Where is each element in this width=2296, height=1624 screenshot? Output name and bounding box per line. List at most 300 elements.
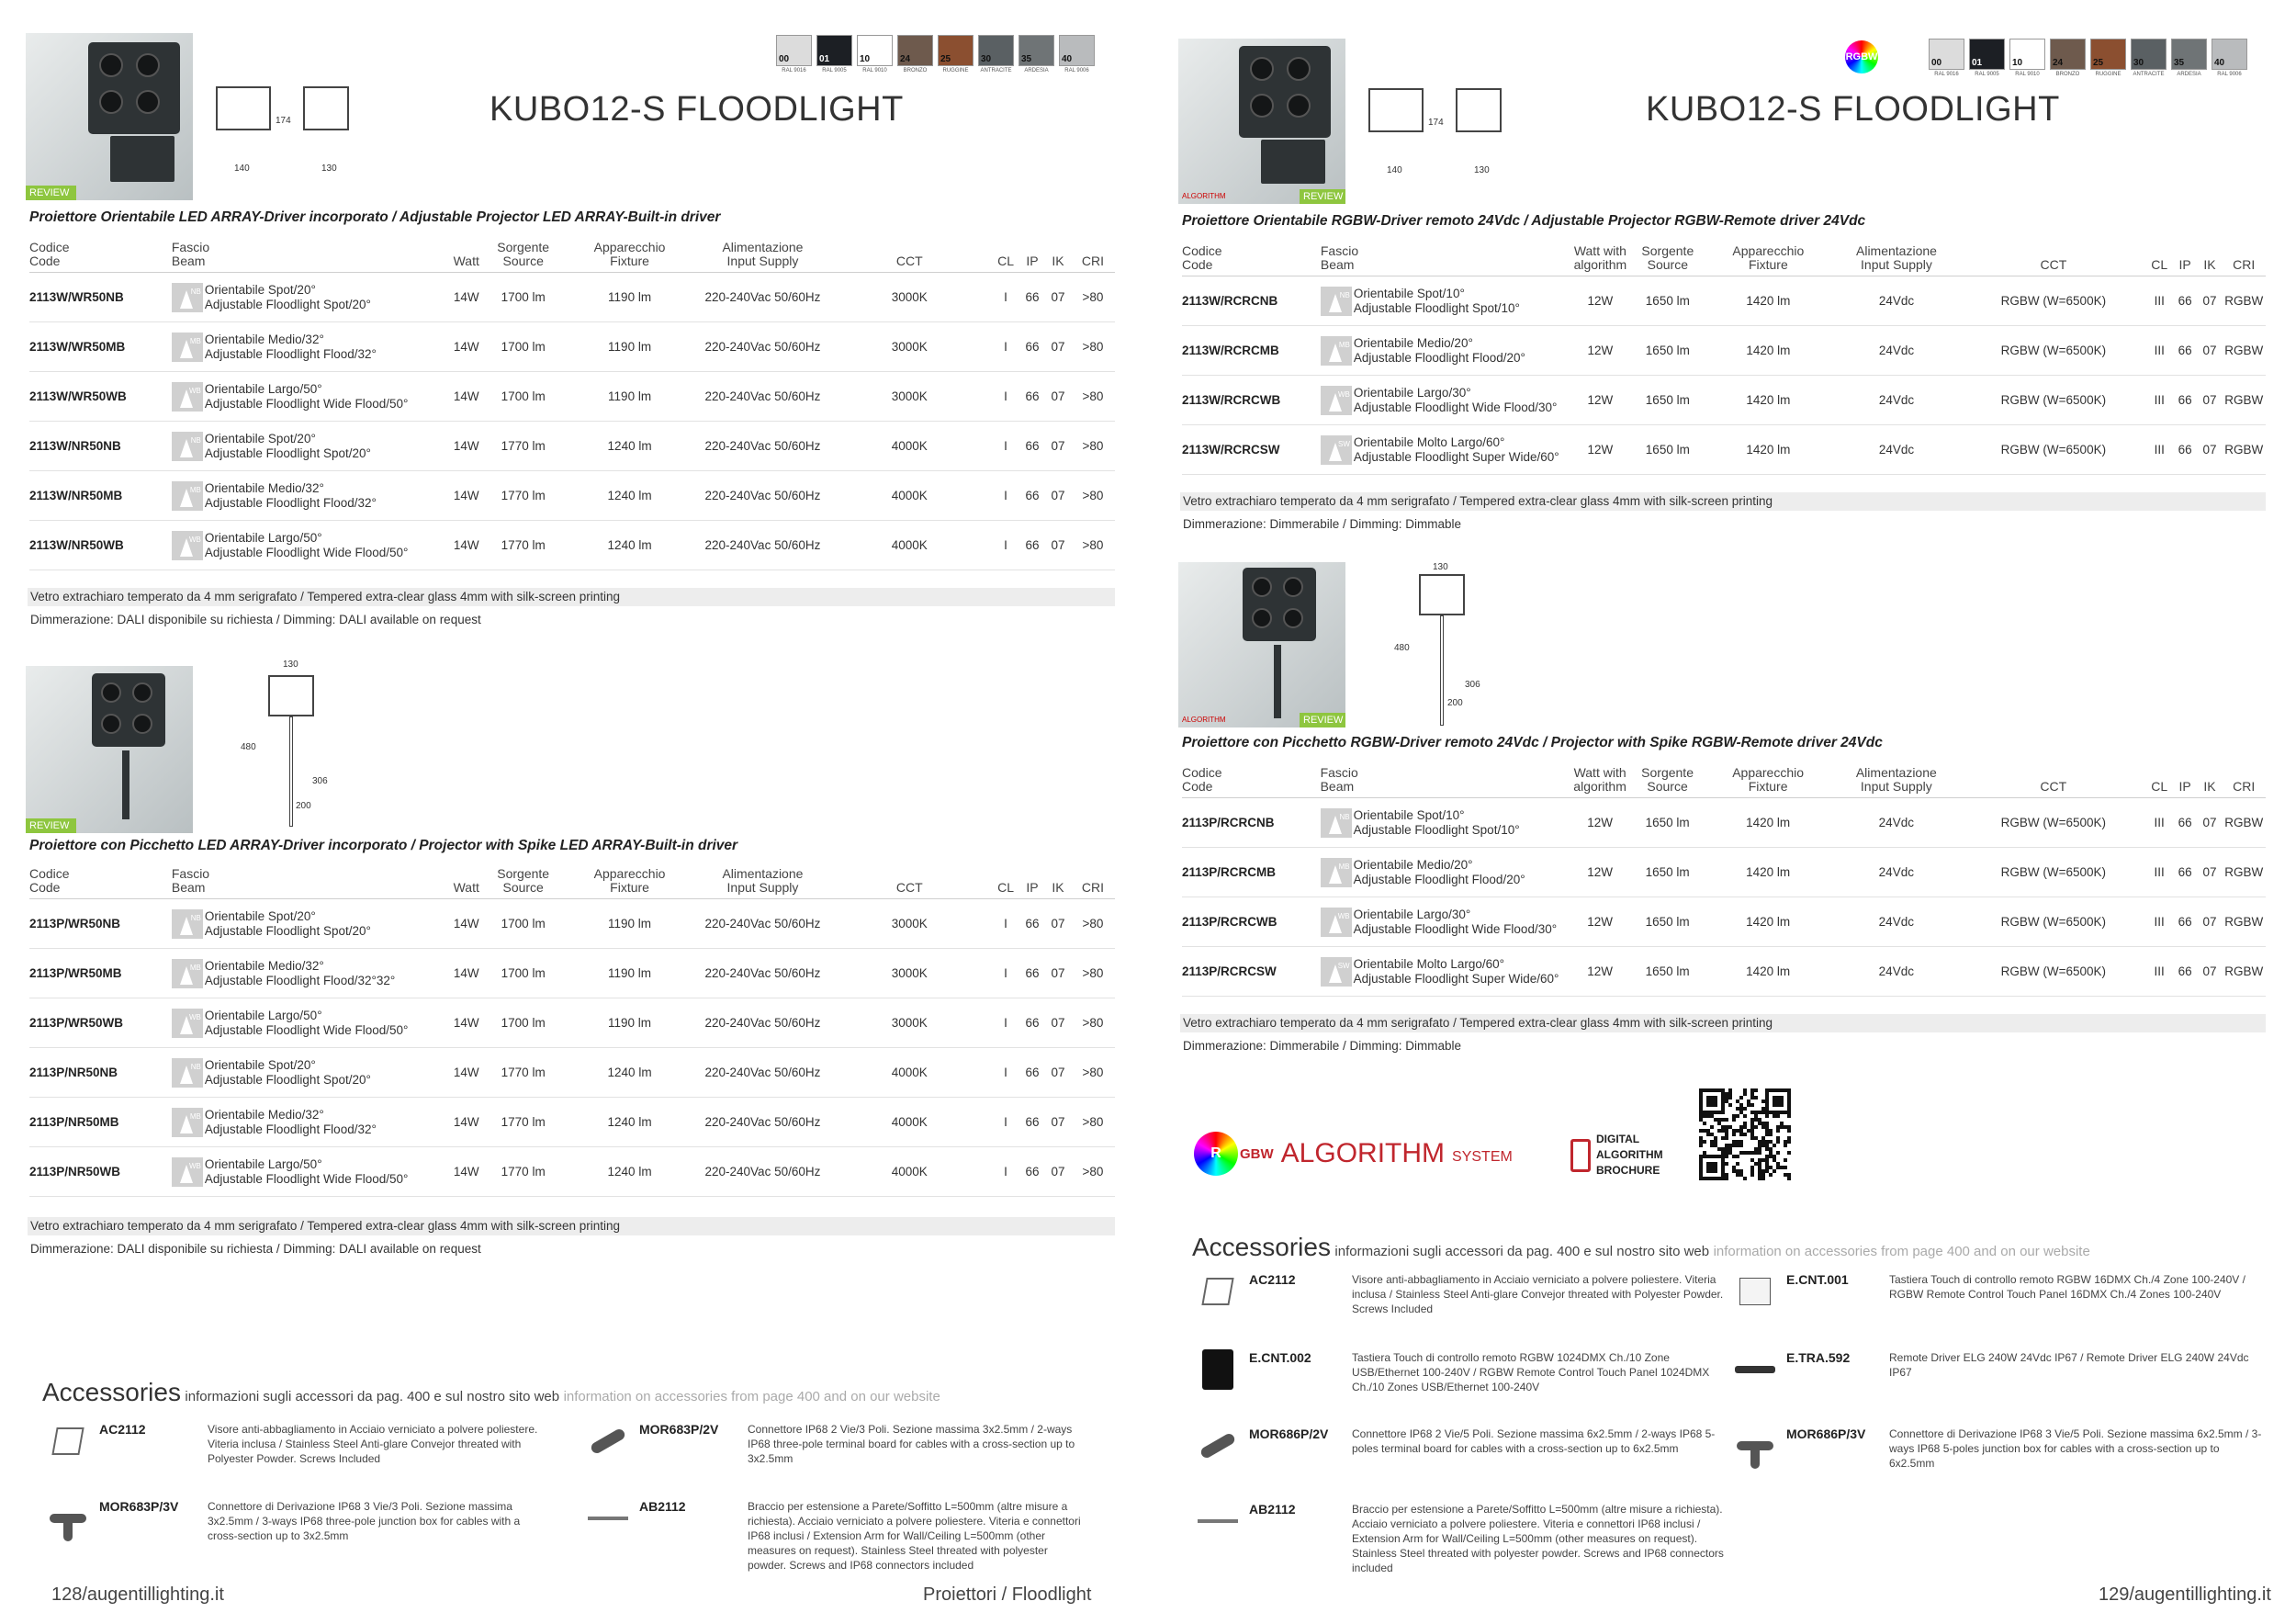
beam-cell: NB Orientabile Spot/20° Adjustable Floodlight Spot/20°	[172, 273, 447, 322]
inp-value: 220-240Vac 50/60Hz	[698, 899, 827, 949]
cct-value: 3000K	[827, 998, 992, 1048]
accessory-code: MOR683P/2V	[639, 1422, 719, 1437]
cl-value: I	[992, 521, 1019, 570]
col-cl: CL	[992, 867, 1019, 899]
dimming-note: Dimmerazione: DALI disponibile su richiesta / Dimming: DALI available on request	[30, 613, 481, 626]
cct-value: 4000K	[827, 1098, 992, 1147]
fix-value: 1420 lm	[1705, 947, 1832, 997]
floodlight-head-icon	[88, 42, 180, 134]
product-code: 2113W/NR50MB	[29, 471, 172, 521]
glass-note: Vetro extrachiaro temperato da 4 mm serigrafato / Tempered extra-clear glass 4mm with silk-screen printing	[1180, 492, 2266, 511]
watt-value: 12W	[1570, 376, 1631, 425]
cri-value: >80	[1071, 899, 1115, 949]
ip-value: 66	[1019, 422, 1045, 471]
src-value: 1700 lm	[486, 273, 561, 322]
ik-value: 07	[2198, 947, 2223, 997]
inp-value: 220-240Vac 50/60Hz	[698, 273, 827, 322]
watt-value: 14W	[447, 273, 486, 322]
table-row	[29, 1098, 1115, 1147]
beam-cell: NB Orientabile Spot/20° Adjustable Floodlight Spot/20°	[172, 422, 447, 471]
beam-icon: NB	[1321, 808, 1352, 838]
inp-value: 24Vdc	[1832, 276, 1961, 326]
cl-value: III	[2146, 798, 2173, 848]
driver-icon	[1731, 1350, 1779, 1389]
beam-icon: SW	[1321, 957, 1352, 987]
inp-value: 220-240Vac 50/60Hz	[698, 1147, 827, 1197]
accessory-description: Visore anti-abbagliamento in Acciaio verniciato a polvere poliestere. Viteria inclusa / Stainless Steel Anti-glare Convejor threated with Polyester Powder. Screws Included	[1352, 1273, 1724, 1315]
cl-value: III	[2146, 848, 2173, 897]
cl-value: I	[992, 471, 1019, 521]
ik-value: 07	[1045, 471, 1071, 521]
spike-head-drawing-icon	[1419, 574, 1465, 615]
src-value: 1770 lm	[486, 422, 561, 471]
section-title-rgbw-adjustable: Proiettore Orientabile RGBW-Driver remoto 24Vdc / Adjustable Projector RGBW-Remote driver 24Vdc	[1182, 213, 1866, 229]
table-row	[29, 899, 1115, 949]
cl-value: I	[992, 949, 1019, 998]
accessory-item	[1731, 1427, 2266, 1500]
inp-value: 24Vdc	[1832, 947, 1961, 997]
swatch-24: 24 BRONZO	[897, 35, 933, 79]
src-value: 1650 lm	[1631, 276, 1705, 326]
src-value: 1650 lm	[1631, 897, 1705, 947]
swatch-color: 00	[776, 35, 812, 66]
swatch-40: 40 RAL 9006	[2212, 39, 2247, 83]
accessory-description: Braccio per estensione a Parete/Soffitto L=500mm (altre misure a richiesta). Acciaio verniciato a polvere poliestere. Viteria e connettori IP68 inclusi / Extension Arm for Wall/Ceiling L=500mm (other measures on request). Stainless Steel threated with polyester powder. Screws and IP68 connectors included	[1352, 1503, 1724, 1574]
beam-cell: WB Orientabile Largo/50° Adjustable Floodlight Wide Flood/50°	[172, 521, 447, 570]
beam-icon: WB	[172, 382, 203, 412]
cct-value: 3000K	[827, 949, 992, 998]
cl-value: I	[992, 1098, 1019, 1147]
dimension-spike: 200	[296, 801, 311, 811]
beam-icon: MB	[172, 481, 203, 511]
beam-icon: NB	[1321, 287, 1352, 316]
accessory-code: AC2112	[1249, 1272, 1296, 1287]
col-beam: Fascio Beam	[1321, 766, 1570, 798]
cct-value: RGBW (W=6500K)	[1961, 376, 2146, 425]
col-watt: Watt with algorithm	[1570, 244, 1631, 276]
swatch-35: 35 ARDESIA	[1019, 35, 1054, 79]
ik-value: 07	[2198, 798, 2223, 848]
col-cri: CRI	[2222, 244, 2266, 276]
beam-cell: MB Orientabile Medio/32° Adjustable Floodlight Flood/32°	[172, 322, 447, 372]
product-photo-rgbw-adjustable	[1178, 39, 1345, 204]
rgbw-circle-icon: R	[1194, 1132, 1238, 1176]
table-header	[1182, 244, 2266, 276]
inp-value: 220-240Vac 50/60Hz	[698, 998, 827, 1048]
beam-cell: NB Orientabile Spot/20° Adjustable Floodlight Spot/20°	[172, 899, 447, 949]
dimension-total: 306	[1465, 680, 1480, 690]
section-title-adjustable: Proiettore Orientabile LED ARRAY-Driver incorporato / Adjustable Projector LED ARRAY-Built-in driver	[29, 209, 721, 225]
cl-value: I	[992, 998, 1019, 1048]
product-photo-adjustable	[26, 33, 193, 200]
accessory-description: Tastiera Touch di controllo remoto RGBW 1024DMX Ch./10 Zone USB/Ethernet 100-240V / RGBW Remote Control Touch Panel 1024DMX Ch./10 Zones USB/Ethernet 100-240V	[1352, 1351, 1710, 1393]
inp-value: 220-240Vac 50/60Hz	[698, 949, 827, 998]
cl-value: I	[992, 899, 1019, 949]
junction-icon	[44, 1499, 92, 1538]
accessory-item	[1194, 1502, 1728, 1575]
fix-value: 1190 lm	[561, 949, 699, 998]
src-value: 1650 lm	[1631, 326, 1705, 376]
section-title-rgbw-spike: Proiettore con Picchetto RGBW-Driver remoto 24Vdc / Projector with Spike RGBW-Remote driver 24Vdc	[1182, 735, 1883, 750]
beam-icon: WB	[172, 1157, 203, 1187]
ip-value: 66	[2173, 897, 2198, 947]
product-code: 2113W/RCRCNB	[1182, 276, 1321, 326]
beam-icon: NB	[172, 1058, 203, 1088]
table-row	[1182, 425, 2266, 475]
col-ik: IK	[2198, 766, 2223, 798]
beam-cell: MB Orientabile Medio/20° Adjustable Floodlight Flood/20°	[1321, 848, 1570, 897]
product-code: 2113W/NR50WB	[29, 521, 172, 570]
product-code: 2113P/RCRCWB	[1182, 897, 1321, 947]
cct-value: 4000K	[827, 422, 992, 471]
col-src: Sorgente Source	[1631, 766, 1705, 798]
table-row	[1182, 276, 2266, 326]
ik-value: 07	[2198, 897, 2223, 947]
product-photo-rgbw-spike	[1178, 562, 1345, 727]
col-cct: CCT	[827, 867, 992, 899]
table-row	[1182, 798, 2266, 848]
cri-value: >80	[1071, 949, 1115, 998]
cl-value: I	[992, 372, 1019, 422]
cl-value: I	[992, 1147, 1019, 1197]
cri-value: RGBW	[2222, 276, 2266, 326]
cri-value: >80	[1071, 372, 1115, 422]
product-code: 2113P/NR50NB	[29, 1048, 172, 1098]
col-inp: Alimentazione Input Supply	[698, 241, 827, 273]
algorithm-system-logo: R GBW ALGORITHM SYSTEM	[1194, 1132, 1513, 1176]
product-code: 2113W/WR50MB	[29, 322, 172, 372]
cl-value: III	[2146, 326, 2173, 376]
cri-value: >80	[1071, 471, 1115, 521]
accessory-code: E.CNT.001	[1786, 1272, 1849, 1287]
product-code: 2113P/WR50NB	[29, 899, 172, 949]
beam-icon: NB	[172, 283, 203, 312]
table-header	[29, 241, 1115, 273]
table-row	[29, 273, 1115, 322]
swatch-color: 40	[2212, 39, 2247, 70]
col-code: Codice Code	[29, 241, 172, 273]
ip-value: 66	[1019, 372, 1045, 422]
fix-value: 1420 lm	[1705, 425, 1832, 475]
table-row	[1182, 897, 2266, 947]
algorithm-badge: ALGORITHM	[1182, 192, 1226, 200]
fix-value: 1190 lm	[561, 998, 699, 1048]
finish-swatches	[776, 35, 1095, 79]
cct-value: 4000K	[827, 471, 992, 521]
ik-value: 07	[1045, 273, 1071, 322]
col-beam: Fascio Beam	[1321, 244, 1570, 276]
watt-value: 14W	[447, 1147, 486, 1197]
dimension-height: 480	[1394, 643, 1410, 653]
product-code: 2113P/WR50WB	[29, 998, 172, 1048]
swatch-color: 01	[1969, 39, 2005, 70]
cri-value: >80	[1071, 1147, 1115, 1197]
accessory-item	[584, 1422, 1087, 1495]
inp-value: 24Vdc	[1832, 798, 1961, 848]
cri-value: RGBW	[2222, 897, 2266, 947]
cl-value: I	[992, 322, 1019, 372]
cri-value: RGBW	[2222, 798, 2266, 848]
accessory-item	[1194, 1350, 1728, 1424]
table-row	[29, 949, 1115, 998]
fix-value: 1190 lm	[561, 322, 699, 372]
ip-value: 66	[1019, 471, 1045, 521]
cl-value: III	[2146, 376, 2173, 425]
watt-value: 14W	[447, 949, 486, 998]
accessory-code: MOR686P/3V	[1786, 1427, 1866, 1441]
arm-icon	[584, 1499, 632, 1538]
inp-value: 220-240Vac 50/60Hz	[698, 322, 827, 372]
digital-brochure-label: DIGITAL ALGORITHM BROCHURE	[1596, 1133, 1663, 1177]
section-title-spike: Proiettore con Picchetto LED ARRAY-Driver incorporato / Projector with Spike LED ARRAY-Built-in driver	[29, 838, 738, 853]
src-value: 1650 lm	[1631, 798, 1705, 848]
col-watt: Watt	[447, 241, 486, 273]
col-ip: IP	[2173, 766, 2198, 798]
cct-value: 4000K	[827, 521, 992, 570]
col-fix: Apparecchio Fixture	[1705, 766, 1832, 798]
col-fix: Apparecchio Fixture	[1705, 244, 1832, 276]
dimension-spike: 200	[1447, 698, 1463, 708]
touch-panel-icon	[1194, 1350, 1242, 1389]
cct-value: 3000K	[827, 273, 992, 322]
beam-icon: NB	[172, 432, 203, 461]
spike-icon	[122, 750, 129, 819]
accessory-code: E.CNT.002	[1249, 1350, 1311, 1365]
swatch-color: 24	[2050, 39, 2086, 70]
cct-value: RGBW (W=6500K)	[1961, 798, 2146, 848]
cri-value: RGBW	[2222, 947, 2266, 997]
side-drawing-icon	[303, 86, 349, 130]
col-src: Sorgente Source	[486, 241, 561, 273]
col-ik: IK	[2198, 244, 2223, 276]
fix-value: 1240 lm	[561, 1147, 699, 1197]
beam-cell: WB Orientabile Largo/30° Adjustable Floodlight Wide Flood/30°	[1321, 897, 1570, 947]
ip-value: 66	[2173, 376, 2198, 425]
col-inp: Alimentazione Input Supply	[1832, 244, 1961, 276]
qr-code-icon[interactable]	[1699, 1088, 1791, 1180]
cct-value: 3000K	[827, 899, 992, 949]
glass-note: Vetro extrachiaro temperato da 4 mm serigrafato / Tempered extra-clear glass 4mm with silk-screen printing	[28, 1217, 1115, 1235]
dimming-note: Dimmerazione: Dimmerabile / Dimming: Dimmable	[1183, 517, 1462, 531]
ik-value: 07	[1045, 899, 1071, 949]
accessory-description: Braccio per estensione a Parete/Soffitto L=500mm (altre misure a richiesta). Acciaio verniciato a polvere poliestere. Viteria e connettori IP68 inclusi / Extension Arm for Wall/Ceiling L=500mm (other measures on request). Stainless Steel threated with polyester powder. Screws and IP68 connectors included	[748, 1500, 1081, 1572]
ik-value: 07	[1045, 1147, 1071, 1197]
ik-value: 07	[2198, 376, 2223, 425]
ik-value: 07	[2198, 326, 2223, 376]
review-badge: REVIEW	[1300, 713, 1345, 727]
col-inp: Alimentazione Input Supply	[698, 867, 827, 899]
accessory-code: AC2112	[99, 1422, 146, 1437]
ik-value: 07	[1045, 949, 1071, 998]
table-row	[29, 471, 1115, 521]
visor-icon	[44, 1422, 92, 1460]
watt-value: 12W	[1570, 897, 1631, 947]
bracket-icon	[1261, 140, 1325, 184]
fix-value: 1420 lm	[1705, 326, 1832, 376]
fix-value: 1190 lm	[561, 273, 699, 322]
swatch-01: 01 RAL 9005	[816, 35, 852, 79]
watt-value: 14W	[447, 322, 486, 372]
swatch-color: 35	[1019, 35, 1054, 66]
section-name: Proiettori / Floodlight	[923, 1585, 1092, 1605]
dimension-width: 140	[234, 164, 250, 174]
table-row	[29, 422, 1115, 471]
swatch-30: 30 ANTRACITE	[978, 35, 1014, 79]
cri-value: >80	[1071, 998, 1115, 1048]
beam-cell: SW Orientabile Molto Largo/60° Adjustable Floodlight Super Wide/60°	[1321, 947, 1570, 997]
cri-value: >80	[1071, 1098, 1115, 1147]
fix-value: 1240 lm	[561, 1098, 699, 1147]
swatch-00: 00 RAL 9016	[1929, 39, 1964, 83]
beam-cell: NB Orientabile Spot/10° Adjustable Floodlight Spot/10°	[1321, 276, 1570, 326]
cct-value: RGBW (W=6500K)	[1961, 947, 2146, 997]
dimming-note: Dimmerazione: DALI disponibile su richiesta / Dimming: DALI available on request	[30, 1242, 481, 1256]
dimension-height: 480	[241, 742, 256, 752]
col-code: Codice Code	[1182, 766, 1321, 798]
front-drawing-icon	[1368, 88, 1424, 132]
accessory-description: Tastiera Touch di controllo remoto RGBW 16DMX Ch./4 Zone 100-240V / RGBW Remote Control Touch Panel 16DMX Ch./4 Zones 100-240V	[1889, 1273, 2245, 1301]
cct-value: 3000K	[827, 322, 992, 372]
src-value: 1770 lm	[486, 1147, 561, 1197]
watt-value: 12W	[1570, 947, 1631, 997]
connector-icon	[1194, 1427, 1242, 1465]
visor-icon	[1194, 1272, 1242, 1311]
swatch-25: 25 RUGGINE	[2090, 39, 2126, 83]
accessory-code: AB2112	[1249, 1502, 1296, 1517]
fix-value: 1420 lm	[1705, 798, 1832, 848]
cri-value: RGBW	[2222, 376, 2266, 425]
product-code: 2113P/RCRCNB	[1182, 798, 1321, 848]
product-code: 2113W/WR50WB	[29, 372, 172, 422]
col-fix: Apparecchio Fixture	[561, 241, 699, 273]
swatch-10: 10 RAL 9010	[857, 35, 893, 79]
dimming-note: Dimmerazione: Dimmerabile / Dimming: Dimmable	[1183, 1039, 1462, 1053]
product-photo-spike	[26, 666, 193, 833]
dimension-total: 306	[312, 776, 328, 786]
ip-value: 66	[2173, 848, 2198, 897]
swatch-30: 30 ANTRACITE	[2131, 39, 2167, 83]
accessory-description: Remote Driver ELG 240W 24Vdc IP67 / Remote Driver ELG 240W 24Vdc IP67	[1889, 1351, 2249, 1379]
swatch-color: 40	[1059, 35, 1095, 66]
beam-cell: WB Orientabile Largo/30° Adjustable Floodlight Wide Flood/30°	[1321, 376, 1570, 425]
page-number: 129/augentillighting.it	[2099, 1585, 2271, 1605]
front-drawing-icon	[216, 86, 271, 130]
ip-value: 66	[2173, 798, 2198, 848]
review-badge: REVIEW	[26, 186, 76, 200]
spike-icon	[1274, 645, 1281, 718]
watt-value: 12W	[1570, 326, 1631, 376]
fix-value: 1190 lm	[561, 899, 699, 949]
table-row	[1182, 326, 2266, 376]
ik-value: 07	[1045, 521, 1071, 570]
src-value: 1650 lm	[1631, 425, 1705, 475]
watt-value: 12W	[1570, 425, 1631, 475]
src-value: 1650 lm	[1631, 848, 1705, 897]
product-code: 2113P/WR50MB	[29, 949, 172, 998]
watt-value: 12W	[1570, 276, 1631, 326]
ip-value: 66	[2173, 425, 2198, 475]
col-watt: Watt	[447, 867, 486, 899]
col-beam: Fascio Beam	[172, 867, 447, 899]
product-table-adjustable	[29, 241, 1115, 570]
col-ip: IP	[1019, 241, 1045, 273]
junction-icon	[1731, 1427, 1779, 1465]
beam-cell: WB Orientabile Largo/50° Adjustable Floodlight Wide Flood/50°	[172, 998, 447, 1048]
cl-value: III	[2146, 276, 2173, 326]
ip-value: 66	[1019, 273, 1045, 322]
col-cct: CCT	[1961, 244, 2146, 276]
inp-value: 220-240Vac 50/60Hz	[698, 422, 827, 471]
inp-value: 220-240Vac 50/60Hz	[698, 1098, 827, 1147]
swatch-40: 40 RAL 9006	[1059, 35, 1095, 79]
beam-cell: MB Orientabile Medio/32° Adjustable Floodlight Flood/32°	[172, 471, 447, 521]
side-drawing-icon	[1456, 88, 1502, 132]
accessory-item	[584, 1499, 1087, 1573]
rgbw-logo-icon: RGBW	[1841, 37, 1882, 77]
cl-value: III	[2146, 947, 2173, 997]
fix-value: 1190 lm	[561, 372, 699, 422]
product-code: 2113W/RCRCMB	[1182, 326, 1321, 376]
src-value: 1650 lm	[1631, 947, 1705, 997]
cl-value: III	[2146, 897, 2173, 947]
ip-value: 66	[2173, 947, 2198, 997]
accessory-description: Connettore IP68 2 Vie/3 Poli. Sezione massima 3x2.5mm / 2-ways IP68 three-pole terminal board for cables with a cross-section up to 3x2.5mm	[748, 1423, 1075, 1465]
table-row	[29, 1147, 1115, 1197]
beam-icon: MB	[172, 333, 203, 362]
swatch-35: 35 ARDESIA	[2171, 39, 2207, 83]
table-row	[29, 998, 1115, 1048]
src-value: 1700 lm	[486, 998, 561, 1048]
swatch-color: 30	[978, 35, 1014, 66]
accessory-item	[1194, 1272, 1728, 1346]
cct-value: 3000K	[827, 372, 992, 422]
beam-icon: MB	[1321, 858, 1352, 887]
inp-value: 24Vdc	[1832, 326, 1961, 376]
cct-value: RGBW (W=6500K)	[1961, 848, 2146, 897]
ip-value: 66	[1019, 322, 1045, 372]
accessory-item	[1731, 1350, 2266, 1424]
cct-value: RGBW (W=6500K)	[1961, 425, 2146, 475]
table-row	[29, 372, 1115, 422]
swatch-10: 10 RAL 9010	[2009, 39, 2045, 83]
fix-value: 1420 lm	[1705, 276, 1832, 326]
col-ik: IK	[1045, 241, 1071, 273]
col-cct: CCT	[1961, 766, 2146, 798]
product-code: 2113W/NR50NB	[29, 422, 172, 471]
connector-icon	[584, 1422, 632, 1460]
col-inp: Alimentazione Input Supply	[1832, 766, 1961, 798]
ik-value: 07	[1045, 1048, 1071, 1098]
accessory-description: Connettore di Derivazione IP68 3 Vie/3 Poli. Sezione massima 3x2.5mm / 3-ways IP68 three-pole junction box for cables with a cross-section up to 3x2.5mm	[208, 1500, 521, 1542]
table-header	[1182, 766, 2266, 798]
col-code: Codice Code	[1182, 244, 1321, 276]
dimension-depth: 130	[321, 164, 337, 174]
swatch-25: 25 RUGGINE	[938, 35, 974, 79]
spike-head-drawing-icon	[268, 675, 314, 716]
beam-icon: WB	[1321, 908, 1352, 937]
cri-value: >80	[1071, 1048, 1115, 1098]
product-code: 2113P/RCRCSW	[1182, 947, 1321, 997]
col-cl: CL	[2146, 766, 2173, 798]
ik-value: 07	[2198, 848, 2223, 897]
inp-value: 220-240Vac 50/60Hz	[698, 471, 827, 521]
floodlight-head-icon	[1239, 46, 1331, 138]
accessory-code: MOR683P/3V	[99, 1499, 179, 1514]
ik-value: 07	[1045, 422, 1071, 471]
src-value: 1700 lm	[486, 322, 561, 372]
beam-icon: MB	[172, 1108, 203, 1137]
watt-value: 14W	[447, 998, 486, 1048]
